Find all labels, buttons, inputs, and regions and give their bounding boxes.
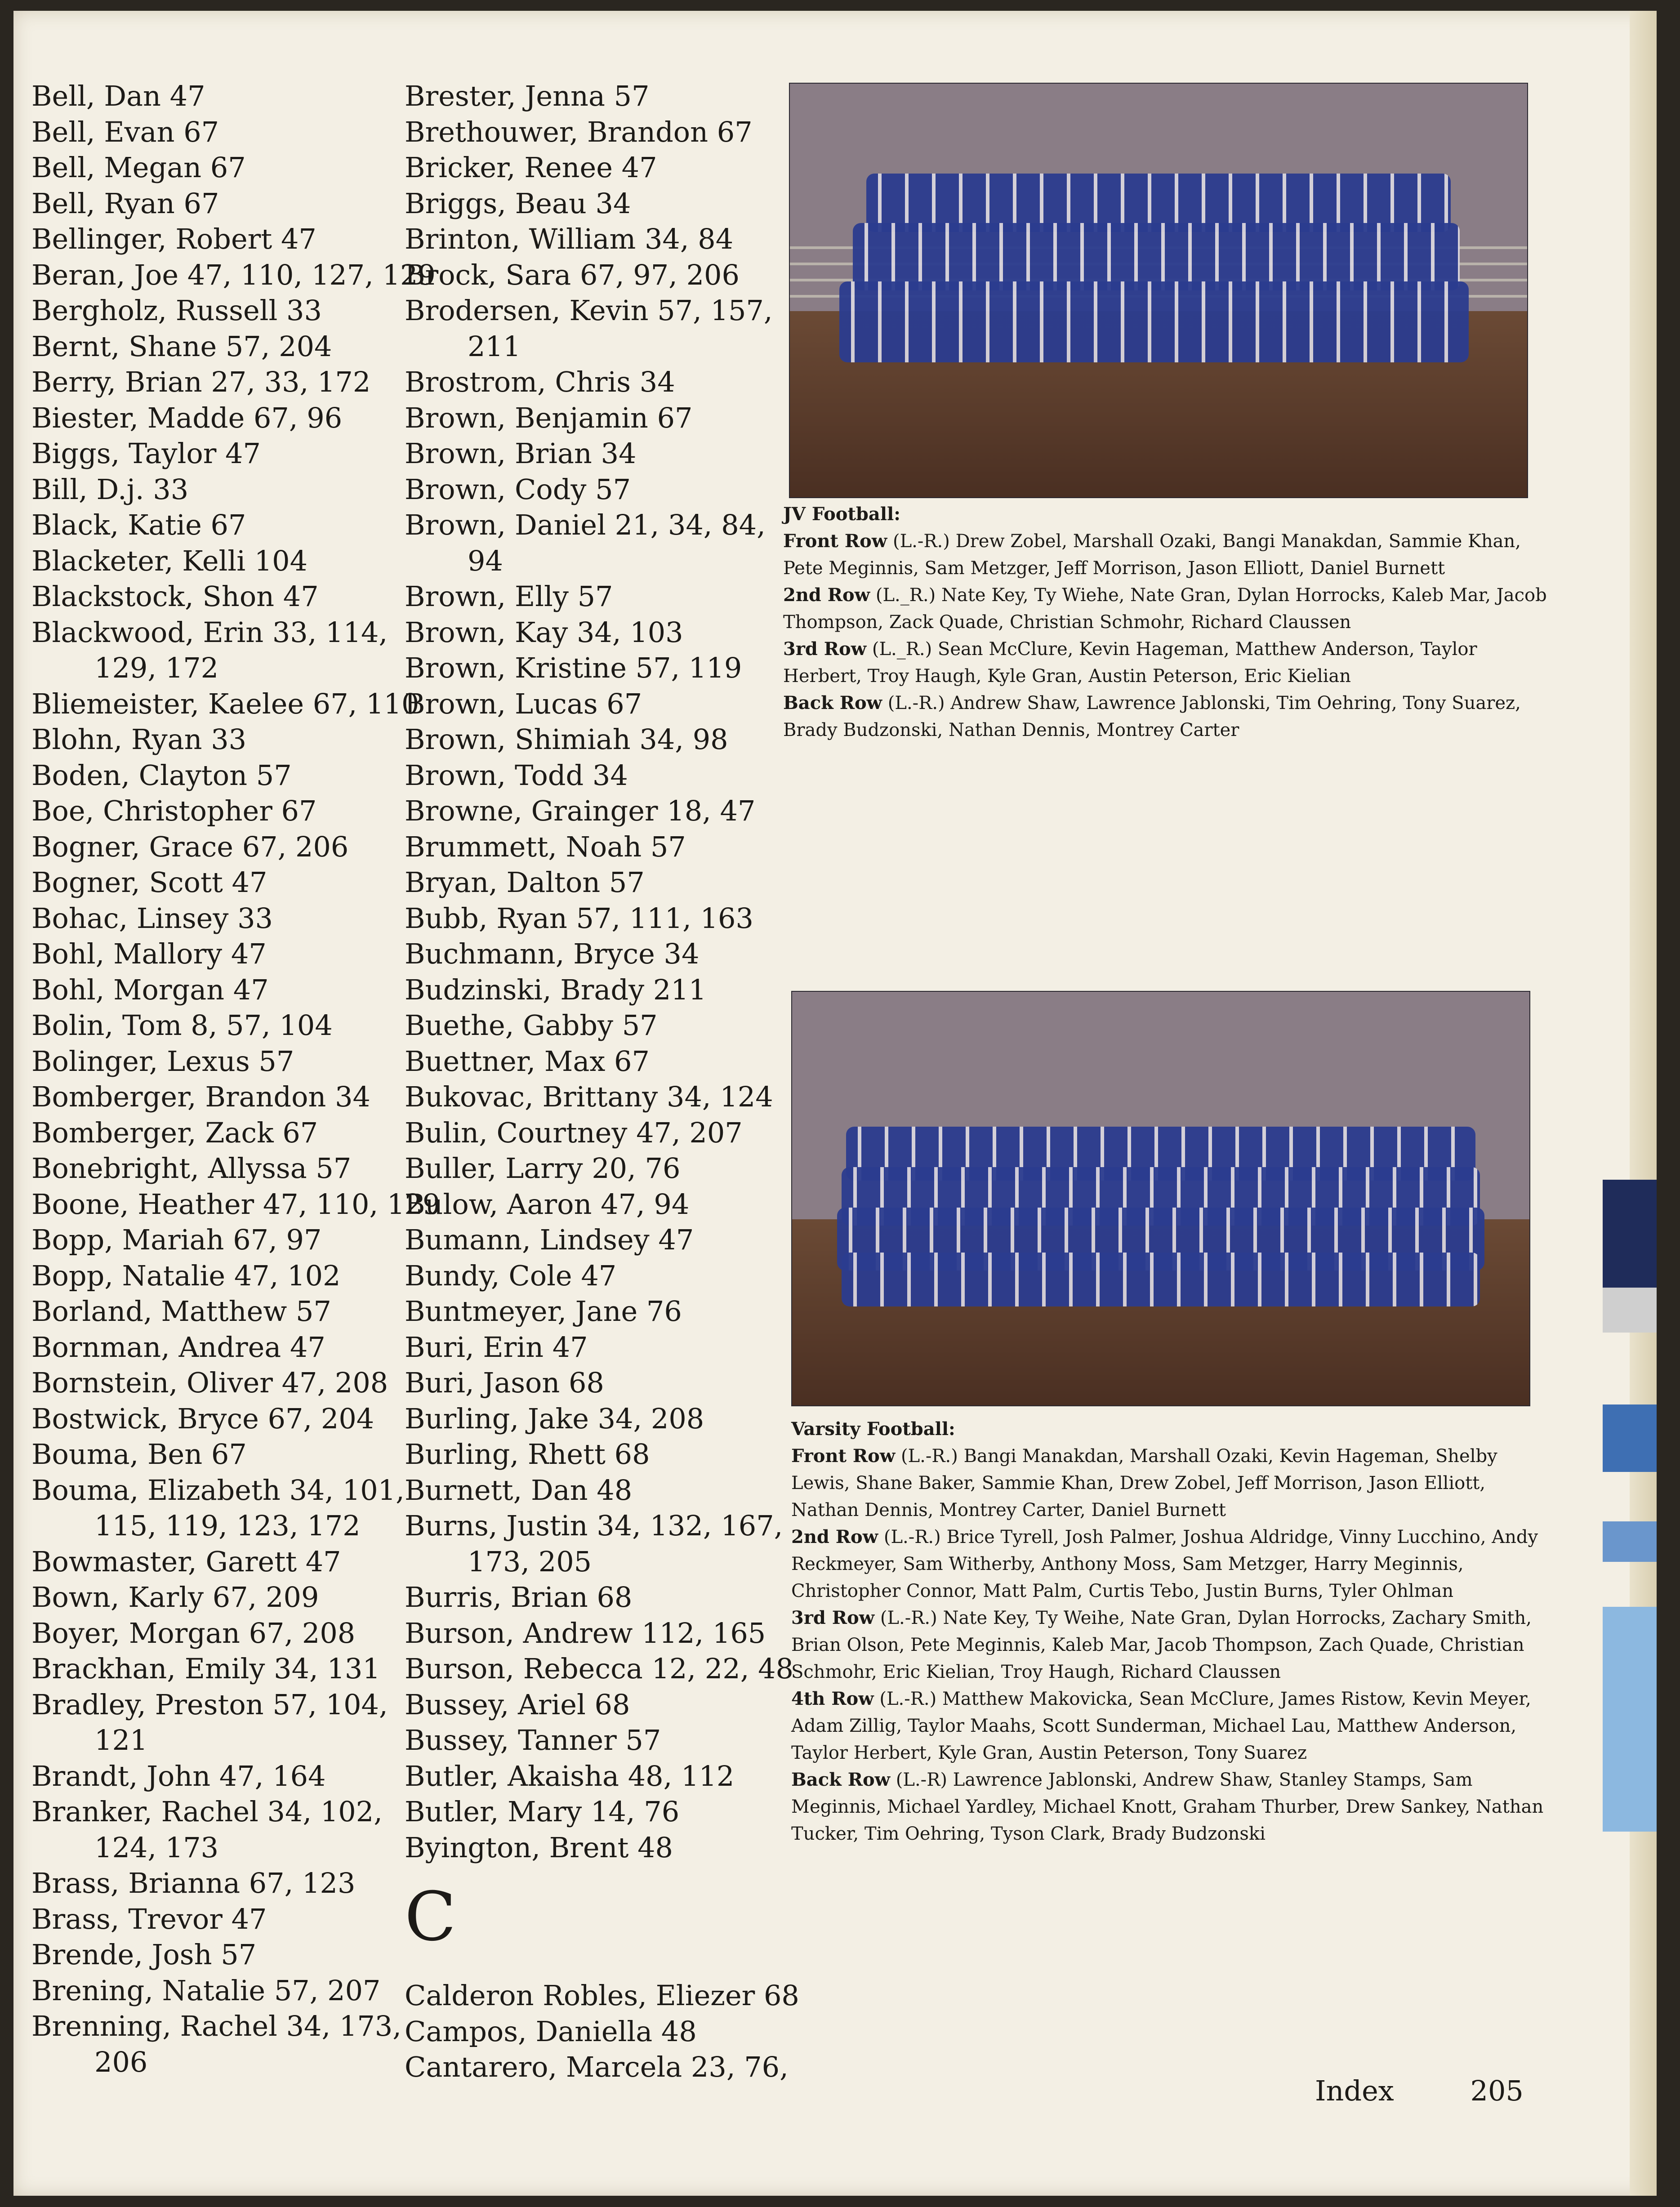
index-entry: Blohn, Ryan 33 [31, 723, 247, 756]
index-entry: Burling, Rhett 68 [405, 1438, 650, 1471]
caption-row-order: (L._R.) [872, 639, 932, 660]
index-entry: Bomberger, Brandon 34 [31, 1080, 370, 1113]
yearbook-page [13, 11, 1657, 2196]
caption-row-label: Front Row [791, 1445, 896, 1467]
index-entry: Bohl, Mallory 47 [31, 937, 267, 970]
index-entry: Bonebright, Allyssa 57 [31, 1152, 352, 1185]
index-entry: Burns, Justin 34, 132, 167, [405, 1509, 783, 1542]
index-entry: Bopp, Mariah 67, 97 [31, 1223, 322, 1256]
caption-row [791, 1605, 1555, 1685]
index-entry: Butler, Akaisha 48, 112 [405, 1759, 735, 1792]
index-column-2-c-entries [405, 1978, 799, 2085]
index-entry: 206 [94, 2045, 148, 2078]
edge-tab-mid-blue [1603, 1521, 1657, 1562]
caption-row-label: Front Row [783, 531, 887, 552]
index-entry: Bliemeister, Kaelee 67, 110 [31, 687, 419, 720]
index-entry: Brown, Brian 34 [405, 437, 637, 470]
index-entry: Brummett, Noah 57 [405, 830, 686, 863]
index-entry: Bohac, Linsey 33 [31, 901, 273, 935]
index-entry: Brown, Lucas 67 [405, 687, 642, 720]
index-entry: Browne, Grainger 18, 47 [405, 794, 756, 827]
index-entry: Buri, Erin 47 [405, 1330, 588, 1364]
index-entry: Blackstock, Shon 47 [31, 580, 319, 613]
index-entry: Brass, Brianna 67, 123 [31, 1867, 356, 1899]
index-entry: Boone, Heather 47, 110, 129 [31, 1187, 441, 1221]
index-entry: Brown, Shimiah 34, 98 [405, 723, 728, 756]
index-entry: Bussey, Ariel 68 [405, 1688, 630, 1721]
index-entry: Brenning, Rachel 34, 173, [31, 2010, 401, 2042]
caption-row-order: (L.-R.) [879, 1689, 937, 1709]
caption-row-label: 3rd Row [791, 1607, 875, 1628]
index-entry: Biggs, Taylor 47 [31, 437, 261, 470]
index-entry: Bricker, Renee 47 [405, 151, 657, 184]
index-entry: Buntmeyer, Jane 76 [405, 1295, 682, 1328]
index-entry: Branker, Rachel 34, 102, [31, 1795, 383, 1828]
index-entry: Bown, Karly 67, 209 [31, 1581, 319, 1614]
index-entry: Buri, Jason 68 [405, 1366, 604, 1399]
index-entry: Biester, Madde 67, 96 [31, 401, 343, 434]
page-spine-edge [1630, 11, 1657, 2196]
caption-row-names: Lawrence Jablonski, Andrew Shaw, Stanley Stamps, Sam Meginnis, Michael Yardley, Michael Knott, Graham Thurber, Drew Sankey, Nathan Tucker, Tim Oehring, Tyson Clark, Brady Budzonski [791, 1770, 1544, 1844]
index-entry: Bumann, Lindsey 47 [405, 1223, 694, 1256]
index-entry: Bowmaster, Garett 47 [31, 1545, 341, 1578]
index-entry: Bolinger, Lexus 57 [31, 1044, 294, 1078]
index-entry: Brester, Jenna 57 [405, 80, 650, 112]
index-entry: Berry, Brian 27, 33, 172 [31, 366, 371, 398]
index-entry: Bell, Megan 67 [31, 151, 246, 184]
caption-row-names: Sean McClure, Kevin Hageman, Matthew Anderson, Taylor Herbert, Troy Haugh, Kyle Gran, Austin Peterson, Eric Kielian [783, 639, 1477, 687]
index-entry: Brackhan, Emily 34, 131 [31, 1652, 380, 1685]
index-entry: Black, Katie 67 [31, 508, 246, 541]
edge-tab-light-blue [1603, 1607, 1657, 1832]
caption-row-label: 2nd Row [783, 584, 870, 606]
caption-row [783, 690, 1547, 744]
caption-row [783, 528, 1547, 582]
index-entry: Buettner, Max 67 [405, 1044, 650, 1078]
index-entry: Bouma, Elizabeth 34, 101, [31, 1473, 405, 1507]
edge-tab-blue [1603, 1404, 1657, 1472]
index-entry: Bomberger, Zack 67 [31, 1116, 318, 1149]
index-entry: Bergholz, Russell 33 [31, 294, 322, 327]
index-entry: Brown, Cody 57 [405, 473, 631, 506]
index-entry: Bussey, Tanner 57 [405, 1724, 661, 1757]
index-entry: Bukovac, Brittany 34, 124 [405, 1080, 773, 1113]
caption-row-names: Brice Tyrell, Josh Palmer, Joshua Aldridge, Vinny Lucchino, Andy Reckmeyer, Sam Witherby, Anthony Moss, Sam Metzger, Harry Meginnis, Christopher Connor, Matt Palm, Curtis Tebo, Justin Burns, Tyler Ohlman [791, 1527, 1538, 1601]
page-number: 205 [1470, 2074, 1524, 2107]
caption-row-label: Back Row [783, 692, 882, 713]
index-entry: Bell, Evan 67 [31, 115, 219, 148]
index-entry: Blacketer, Kelli 104 [31, 544, 308, 577]
index-entry: Bopp, Natalie 47, 102 [31, 1259, 341, 1292]
index-entry: Bell, Dan 47 [31, 80, 205, 112]
varsity-football-team-photo [791, 991, 1530, 1406]
index-entry: Bill, D.j. 33 [31, 473, 189, 506]
varsity-football-caption [791, 1416, 1555, 1847]
index-entry: Bubb, Ryan 57, 111, 163 [405, 901, 753, 935]
index-entry: Brethouwer, Brandon 67 [405, 115, 753, 148]
index-entry: Burson, Rebecca 12, 22, 48 [405, 1652, 794, 1685]
index-entry: Bolin, Tom 8, 57, 104 [31, 1009, 333, 1042]
jv-football-team-photo [789, 83, 1528, 498]
index-entry: Brodersen, Kevin 57, 157, [405, 294, 773, 327]
caption-row-order: (L.-R.) [893, 531, 950, 552]
caption-row-order: (L.-R) [896, 1770, 947, 1790]
caption-row [783, 636, 1547, 690]
caption-row-order: (L.-R.) [883, 1527, 941, 1547]
index-entry: 121 [94, 1724, 148, 1757]
index-entry: Bulow, Aaron 47, 94 [405, 1187, 690, 1221]
index-column-1 [31, 78, 441, 2080]
page-footer [1315, 2074, 1524, 2107]
index-entry: Bostwick, Bryce 67, 204 [31, 1402, 374, 1435]
index-entry: Boyer, Morgan 67, 208 [31, 1616, 356, 1650]
caption-row-order: (L._R.) [875, 585, 936, 606]
caption-row-names: Nate Key, Ty Wiehe, Nate Gran, Dylan Horrocks, Kaleb Mar, Jacob Thompson, Zack Quade, Christian Schmohr, Richard Claussen [783, 585, 1547, 633]
jv-football-caption [783, 501, 1547, 744]
caption-row-names: Nate Key, Ty Weihe, Nate Gran, Dylan Horrocks, Zachary Smith, Brian Olson, Pete Meginnis, Kaleb Mar, Jacob Thompson, Zach Quade, Christian Schmohr, Eric Kielian, Troy Haugh, Richard Claussen [791, 1608, 1532, 1682]
index-entry: Burnett, Dan 48 [405, 1473, 633, 1507]
index-entry: Bornstein, Oliver 47, 208 [31, 1366, 388, 1399]
index-entry: Brostrom, Chris 34 [405, 366, 675, 398]
index-entry: Bornman, Andrea 47 [31, 1330, 325, 1364]
index-entry: Bryan, Dalton 57 [405, 866, 645, 899]
index-entry: 115, 119, 123, 172 [94, 1509, 361, 1542]
index-entry: Brown, Elly 57 [405, 580, 613, 613]
index-entry: Boe, Christopher 67 [31, 794, 317, 827]
footer-section-label: Index [1315, 2074, 1394, 2107]
caption-row-label: 2nd Row [791, 1526, 878, 1547]
index-entry: Burris, Brian 68 [405, 1581, 633, 1614]
index-entry: 129, 172 [94, 651, 219, 684]
index-entry: Campos, Daniella 48 [405, 2015, 697, 2048]
index-entry: Buchmann, Bryce 34 [405, 937, 700, 970]
index-entry: Burson, Andrew 112, 165 [405, 1616, 766, 1650]
index-entry: Brown, Benjamin 67 [405, 401, 693, 434]
index-entry: Cantarero, Marcela 23, 76, [405, 2051, 789, 2083]
caption-row-label: Back Row [791, 1769, 891, 1790]
index-entry: Bouma, Ben 67 [31, 1438, 247, 1471]
index-entry: Briggs, Beau 34 [405, 187, 631, 220]
jv-caption-title: JV Football: [783, 504, 900, 525]
caption-row [791, 1766, 1555, 1847]
index-entry: Bradley, Preston 57, 104, [31, 1688, 388, 1721]
index-entry: 211 [468, 330, 521, 363]
index-entry: Brown, Todd 34 [405, 758, 628, 792]
index-entry: Budzinski, Brady 211 [405, 973, 707, 1006]
index-entry: 94 [468, 544, 503, 577]
caption-row [783, 582, 1547, 636]
index-entry: Brown, Kay 34, 103 [405, 615, 683, 649]
caption-row [791, 1685, 1555, 1766]
index-entry: Bell, Ryan 67 [31, 187, 219, 220]
caption-row-label: 3rd Row [783, 638, 867, 660]
index-entry: 124, 173 [94, 1831, 219, 1864]
index-entry: Bohl, Morgan 47 [31, 973, 269, 1006]
index-entry: Brown, Daniel 21, 34, 84, [405, 508, 766, 541]
index-entry: Brock, Sara 67, 97, 206 [405, 258, 740, 291]
index-entry: Bogner, Scott 47 [31, 866, 267, 899]
index-column-2-entries [405, 78, 794, 1865]
index-entry: Butler, Mary 14, 76 [405, 1795, 680, 1828]
index-entry: 173, 205 [468, 1545, 592, 1578]
index-entry: Buethe, Gabby 57 [405, 1009, 658, 1042]
index-entry: Beran, Joe 47, 110, 127, 129 [31, 258, 436, 291]
caption-row-label: 4th Row [791, 1688, 874, 1709]
caption-row-names: Matthew Makovicka, Sean McClure, James Ristow, Kevin Meyer, Adam Zillig, Taylor Maahs, Scott Sunderman, Michael Lau, Matthew Anderson, Taylor Herbert, Kyle Gran, Austin Peterson, Tony Suarez [791, 1689, 1531, 1763]
caption-row-names: Bangi Manakdan, Marshall Ozaki, Kevin Hageman, Shelby Lewis, Shane Baker, Sammie Khan, Drew Zobel, Jeff Morrison, Jason Elliott, Nathan Dennis, Montrey Carter, Daniel Burnett [791, 1446, 1497, 1520]
index-entry: Calderon Robles, Eliezer 68 [405, 1979, 799, 2012]
index-entry: Blackwood, Erin 33, 114, [31, 615, 388, 649]
caption-row-names: Drew Zobel, Marshall Ozaki, Bangi Manakdan, Sammie Khan, Pete Meginnis, Sam Metzger, Jeff Morrison, Jason Elliott, Daniel Burnett [783, 531, 1521, 579]
index-entry: Brinton, William 34, 84 [405, 223, 734, 255]
index-entry: Burling, Jake 34, 208 [405, 1402, 704, 1435]
index-entry: Bundy, Cole 47 [405, 1259, 617, 1292]
index-entry: Brandt, John 47, 164 [31, 1759, 326, 1792]
index-entry: Borland, Matthew 57 [31, 1295, 331, 1328]
index-entry: Brening, Natalie 57, 207 [31, 1974, 381, 2007]
index-entry: Brass, Trevor 47 [31, 1902, 267, 1935]
index-entry: Boden, Clayton 57 [31, 758, 292, 792]
caption-row-order: (L.-R.) [887, 693, 945, 713]
index-entry: Bellinger, Robert 47 [31, 223, 316, 255]
caption-row [791, 1524, 1555, 1605]
caption-row-order: (L.-R.) [901, 1446, 958, 1467]
caption-row [791, 1443, 1555, 1524]
index-entry: Bernt, Shane 57, 204 [31, 330, 332, 363]
index-entry: Brende, Josh 57 [31, 1938, 257, 1971]
index-entry: Brown, Kristine 57, 119 [405, 651, 742, 684]
caption-row-names: Andrew Shaw, Lawrence Jablonski, Tim Oehring, Tony Suarez, Brady Budzonski, Nathan Dennis, Montrey Carter [783, 693, 1521, 740]
edge-tab-gray [1603, 1288, 1657, 1333]
index-entry: Byington, Brent 48 [405, 1831, 673, 1864]
index-entry: Buller, Larry 20, 76 [405, 1152, 681, 1185]
index-entry: Bogner, Grace 67, 206 [31, 830, 349, 863]
edge-tab-navy [1603, 1180, 1657, 1288]
caption-row-order: (L.-R.) [880, 1608, 937, 1628]
section-letter: C [405, 1878, 456, 1956]
index-entry: Bulin, Courtney 47, 207 [405, 1116, 743, 1149]
varsity-caption-title: Varsity Football: [791, 1418, 955, 1440]
index-column-2 [405, 78, 799, 2085]
